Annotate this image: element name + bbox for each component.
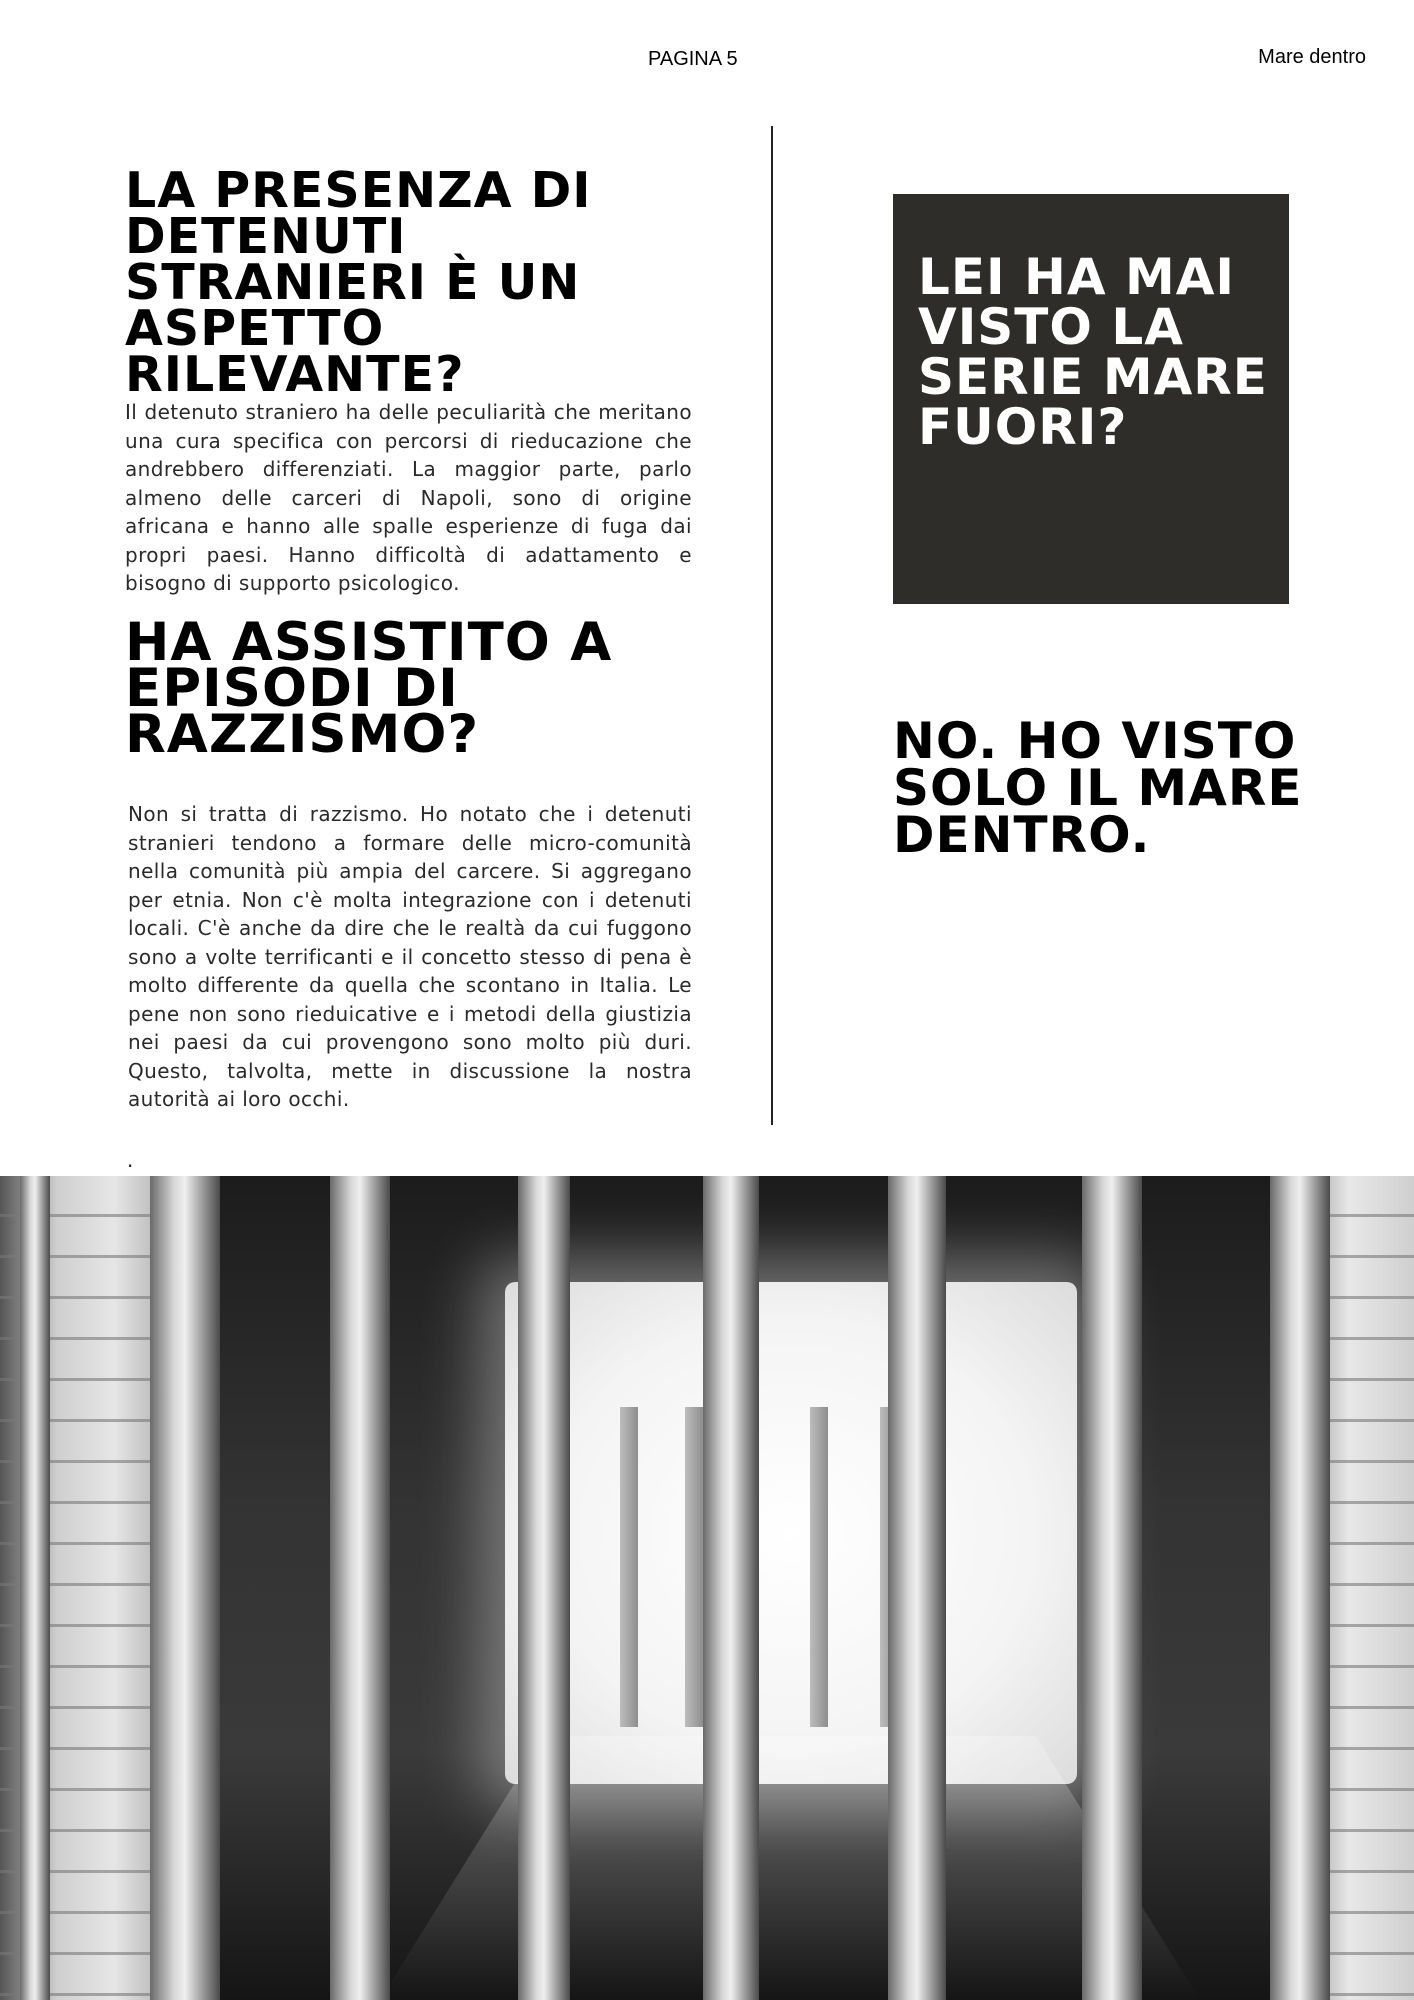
cell-window [505,1282,1077,1784]
window-bar [810,1407,828,1727]
cell-bar [518,1176,570,2000]
cell-bar [1270,1176,1330,2000]
cell-bar [20,1176,50,2000]
window-bar [620,1407,638,1727]
answer-2-paragraph: Non si tratta di razzismo. Ho notato che i detenuti stranieri tendono a formare delle micro-comunità nella comunità più ampia del carcere. Si aggregano per etnia. Non c'è molta integrazione con i detenuti locali. C'è anche da dire che le realtà da cui fuggono sono a volte terrificanti e il concetto stesso di pena è molto differente da quella che scontano in Italia. Le pene non sono rieduicative e i metodi della giustizia nei paesi da cui provengono sono molto più duri. Questo, talvolta, mette in discussione la nostra autorità ai loro occhi. [128,802,692,1111]
magazine-title: Mare dentro [1258,46,1366,68]
question-1-heading: LA PRESENZA DI DETENUTI STRANIERI È UN ASPETTO RILEVANTE? [125,162,592,403]
stray-mark: . [127,1148,134,1172]
cell-bar [703,1176,759,2000]
page-number: PAGINA 5 [648,48,738,70]
cell-bar [888,1176,946,2000]
prison-bars-photo [0,1176,1414,2000]
cell-bar [150,1176,220,2000]
question-2-heading: HA ASSISTITO A EPISODI DI RAZZISMO? [125,612,613,765]
column-divider [771,126,773,1125]
short-answer-heading: NO. HO VISTO SOLO IL MARE DENTRO. [893,712,1303,864]
cell-bar [1082,1176,1142,2000]
box-question-heading: LEI HA MAI VISTO LA SERIE MARE FUORI? [918,248,1268,456]
light-rays [380,1736,1200,2000]
answer-1-paragraph: Il detenuto straniero ha delle peculiarità che meritano una cura specifica con percorsi di rieducazione che andrebbero differenziati. La maggior parte, parlo almeno delle carceri di Napoli, sono di origine africana e hanno alle spalle esperienze di fuga dai propri paesi. Hanno difficoltà di adattamento e bisogno di supporto psicologico. [125,400,692,595]
window-bar [685,1407,703,1727]
question-box [893,194,1289,604]
cell-bar [330,1176,390,2000]
